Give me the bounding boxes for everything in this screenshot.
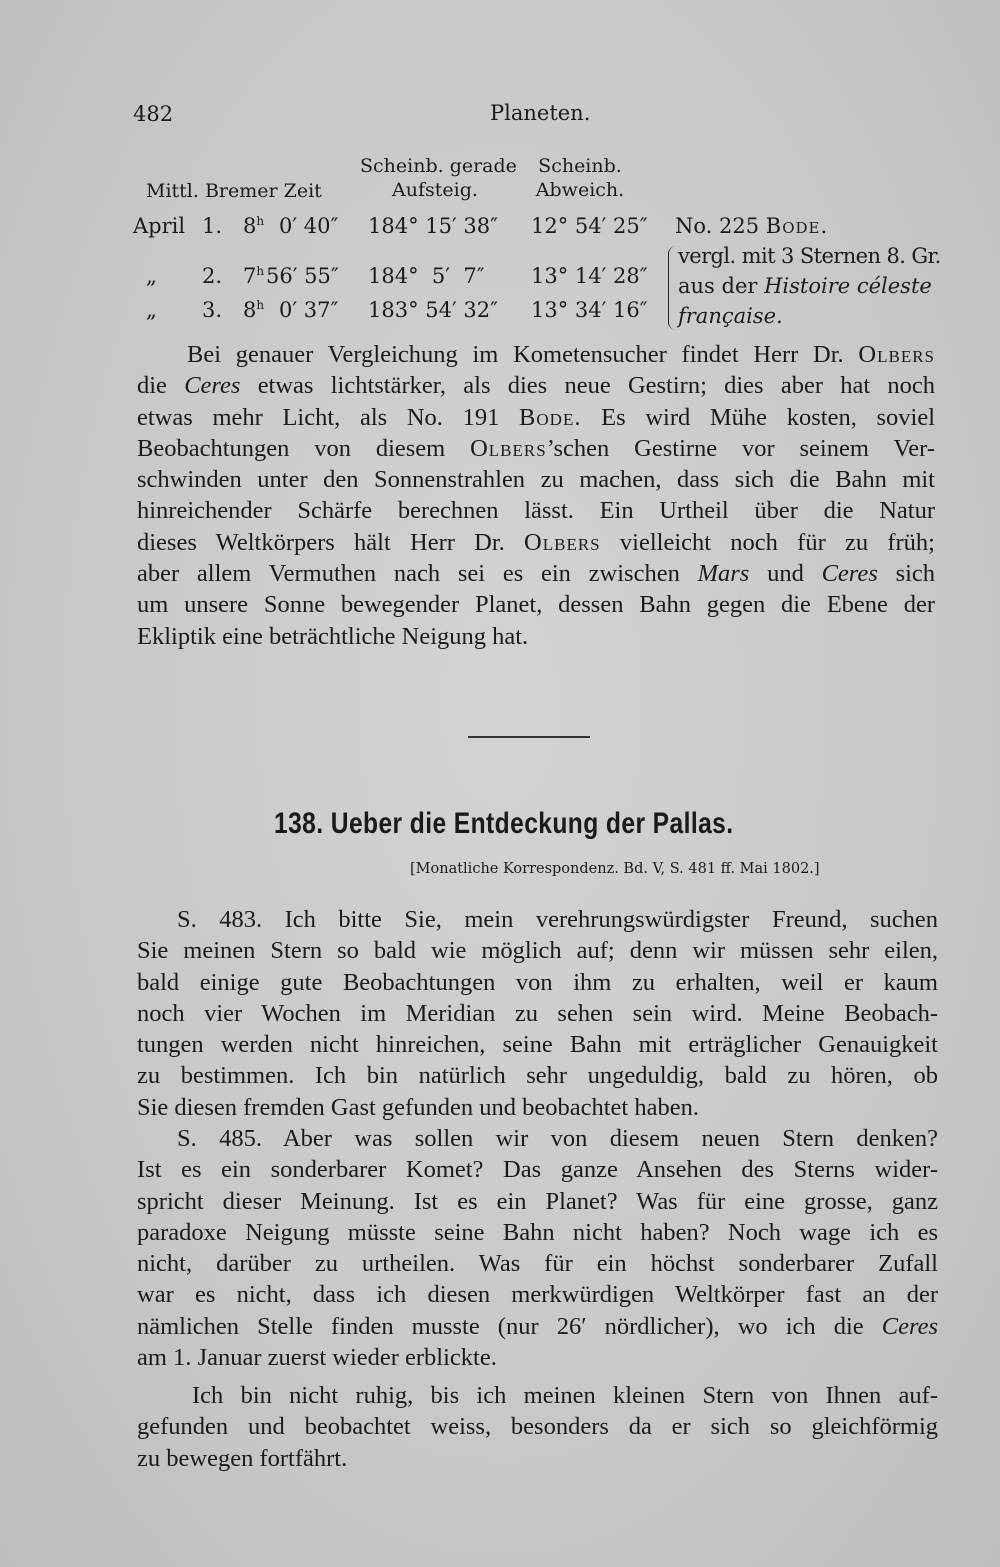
text-line: paradoxe Neigung müsste seine Bahn nicht haben? Noch wage ich es [137, 1218, 938, 1246]
text-line: noch vier Wochen im Meridian zu sehen sein wird. Meine Beobach- [137, 999, 938, 1027]
paragraph-1 [137, 339, 935, 652]
brace-note-line1: vergl. mit 3 Sternen 8. Gr. [678, 244, 941, 268]
running-title: Planeten. [490, 101, 591, 125]
text-line: dieses Weltkörpers hält Herr Dr. Olbers vielleicht noch für zu früh; [137, 528, 935, 556]
table-header-dec-line1: Scheinb. [538, 155, 622, 177]
text-line: S. 485. Aber was sollen wir von diesem neuen Stern denken? [177, 1125, 938, 1152]
text-line: Sie meinen Stern so bald wie möglich auf; denn wir müssen sehr eilen, [137, 937, 938, 965]
table-row-time: 7$^h$ [243, 264, 265, 288]
table-header-ra-line1: Scheinb. gerade [360, 155, 517, 177]
text-line: um unsere Sonne bewegender Planet, dessen Bahn gegen die Ebene der [137, 591, 935, 619]
table-row-time-rest: 0′ 37″ [279, 298, 339, 322]
table-row-time-rest: 56′ 55″ [266, 264, 339, 288]
text-line: zu bewegen fortfährt. [137, 1444, 348, 1472]
text-line: nämlichen Stelle finden musste (nur 26′ nördlicher), wo ich die Ceres [137, 1312, 939, 1340]
text-line: die Ceres etwas lichtstärker, als dies neue Gestirn; dies aber hat noch [137, 372, 936, 400]
text-line: Ist es ein sonderbarer Komet? Das ganze Ansehen des Sterns wider- [137, 1156, 938, 1184]
source-citation: [Monatliche Korrespondenz. Bd. V, S. 481 ff. Mai 1802.] [410, 861, 820, 877]
text-line: am 1. Januar zuerst wieder erblickte. [137, 1344, 497, 1372]
paragraph-2 [137, 904, 938, 1123]
table-header-time: Mittl. Bremer Zeit [146, 180, 322, 202]
text-line: gefunden und beobachtet weiss, besonders da er sich so gleichförmig [137, 1413, 938, 1441]
table-header-dec-line2: Abweich. [535, 179, 625, 201]
table-row-ra: 183° 54′ 32″ [368, 298, 498, 322]
text-line: bald einige gute Beobachtungen von ihm zu erhalten, weil er kaum [137, 968, 938, 996]
section-title: 138. Ueber die Entdeckung der Pallas. [274, 807, 734, 840]
text-line: nicht, darüber zu urtheilen. Was für ein höchst sonderbarer Zufall [137, 1250, 938, 1278]
text-line: schwinden unter den Sonnenstrahlen zu machen, dass sich die Bahn mit [137, 466, 935, 494]
section-divider [468, 736, 590, 738]
text-line: S. 483. Ich bitte Sie, mein verehrungswürdigster Freund, suchen [177, 906, 938, 933]
table-row-month: April [133, 214, 186, 238]
table-row-ra: 184° 5′ 7″ [368, 264, 485, 288]
text-line: Sie diesen fremden Gast gefunden und beobachtet haben. [137, 1093, 699, 1121]
table-row-time: 8$^h$ [243, 298, 265, 322]
text-line: Bei genauer Vergleichung im Kometensucher findet Herr Dr. Olbers [187, 341, 936, 368]
text-line: zu bestimmen. Ich bin natürlich sehr ungeduldig, bald zu hören, ob [137, 1062, 938, 1090]
table-header-ra-line2: Aufsteig. [392, 179, 478, 201]
table-row-day: 1. [202, 214, 223, 238]
text-line: Beobachtungen von diesem Olbers’schen Gestirne vor seinem Ver- [137, 434, 936, 462]
table-header-dec [530, 154, 630, 202]
text-line: Ich bin nicht ruhig, bis ich meinen kleinen Stern von Ihnen auf- [192, 1382, 938, 1409]
table-row-day: 2. [202, 264, 223, 288]
text-line: etwas mehr Licht, als No. 191 Bode. Es wird Mühe kosten, soviel [137, 403, 936, 431]
curly-brace [668, 246, 676, 330]
paragraph-4 [137, 1380, 938, 1474]
text-line: tungen werden nicht hinreichen, seine Bahn mit erträglicher Genauigkeit [137, 1031, 938, 1059]
table-row-ditto: „ [146, 298, 157, 322]
table-row-ra: 184° 15′ 38″ [368, 214, 498, 238]
text-line: war es nicht, dass ich diesen merkwürdigen Weltkörper fast an der [137, 1281, 938, 1309]
text-line: hinreichender Schärfe berechnen lässt. Ein Urtheil über die Natur [137, 497, 935, 525]
text-line: spricht dieser Meinung. Ist es ein Planet? Was für eine grosse, ganz [137, 1187, 938, 1215]
table-header-ra [360, 154, 517, 202]
table-note-ref: No. 225 Bode. [675, 214, 828, 238]
text-line: Ekliptik eine beträchtliche Neigung hat. [137, 622, 529, 650]
brace-note-line2: aus der Histoire céleste [678, 274, 932, 298]
table-row-dec: 13° 14′ 28″ [531, 264, 648, 288]
table-row-ditto: „ [146, 264, 157, 288]
table-row-dec: 13° 34′ 16″ [531, 298, 648, 322]
page-number: 482 [133, 102, 174, 126]
table-row-time: 8$^h$ [243, 214, 265, 238]
text-line: aber allem Vermuthen nach sei es ein zwischen Mars und Ceres sich [137, 560, 936, 588]
paragraph-3 [137, 1123, 938, 1373]
table-row-day: 3. [202, 298, 223, 322]
brace-note-line3: française. [678, 304, 783, 328]
table-row-dec: 12° 54′ 25″ [531, 214, 648, 238]
table-row-time-rest: 0′ 40″ [279, 214, 339, 238]
